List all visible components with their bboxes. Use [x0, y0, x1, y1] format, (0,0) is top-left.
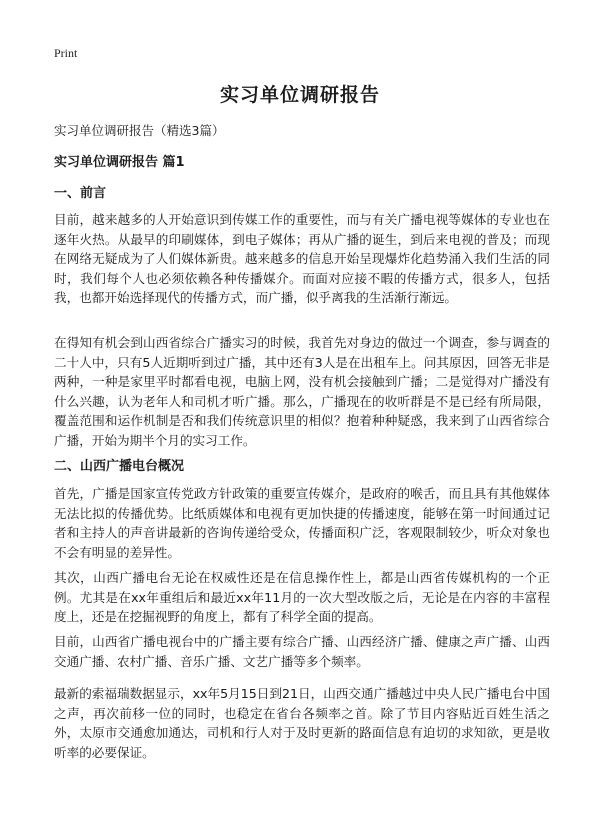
paragraph: 目前，越来越多的人开始意识到传媒工作的重要性，而与有关广播电视等媒体的专业也在逐年火热。从最早的印刷媒体，到电子媒体；再从广播的诞生，到后来电视的普及；而现在网络无疑成为了人们媒体新贵。越来越多的信息开始呈现爆炸化趋势涌入我们生活的同时，我们每个人也必须依赖各种传播媒介。而面对应接不暇的传播方式，很多人，包括我，也都开始选择现代的传播方式，而广播，似乎离我的生活渐行渐远。 — [54, 212, 550, 305]
print-link[interactable]: Print — [54, 46, 78, 60]
article-title: 实习单位调研报告 篇1 — [54, 155, 185, 170]
paragraph: 首先，广播是国家宣传党政方针政策的重要宣传媒介，是政府的喉舌，而且具有其他媒体无法比拟的传播优势。比纸质媒体和电视有更加快捷的传播速度，能够在第一时间通过记者和主持人的声音讲最新的咨询传递给受众，传播面积广泛，客观限制较少，听众对象也不会有明显的差异性。 — [54, 486, 550, 560]
document-title: 实习单位调研报告 — [219, 84, 380, 106]
section-heading-preface: 一、前言 — [54, 186, 107, 201]
section-heading-overview: 二、山西广播电台概况 — [54, 459, 185, 474]
paragraph: 其次，山西广播电台无论在权威性还是在信息操作性上，都是山西省传媒机构的一个正例。尤其是在xx年重组后和最近xx年11月的一次大型改版之后，无论是在内容的丰富程度上，还是在挖掘视野的角度上，都有了科学全面的提高。 — [54, 570, 550, 624]
paragraph: 最新的索福瑞数据显示，xx年5月15日到21日，山西交通广播越过中央人民广播电台中国之声，再次前移一位的同时，也稳定在省台各频率之首。除了节目内容贴近百姓生活之外，太原市交通愈加通达，司机和行人对于及时更新的路面信息有迫切的求知欲，更是收听率的必要保证。 — [54, 686, 550, 760]
document-subtitle: 实习单位调研报告（精选3篇） — [54, 123, 225, 138]
paragraph: 目前，山西省广播电视台中的广播主要有综合广播、山西经济广播、健康之声广播、山西交通广播、农村广播、音乐广播、文艺广播等多个频率。 — [54, 634, 550, 669]
paragraph: 在得知有机会到山西省综合广播实习的时候，我首先对身边的做过一个调查，参与调查的二十人中，只有5人近期听到过广播，其中还有3人是在出租车上。问其原因，回答无非是两种，一种是家里平时都看电视，电脑上网，没有机会接触到广播；二是觉得对广播没有什么兴趣，认为老年人和司机才听广播。那么，广播现在的收听群是不是已经有所局限，覆盖范围和运作机制是否和我们传统意识里的相似？抱着种种疑惑，我来到了山西省综合广播，开始为期半个月的实习工作。 — [54, 335, 550, 448]
